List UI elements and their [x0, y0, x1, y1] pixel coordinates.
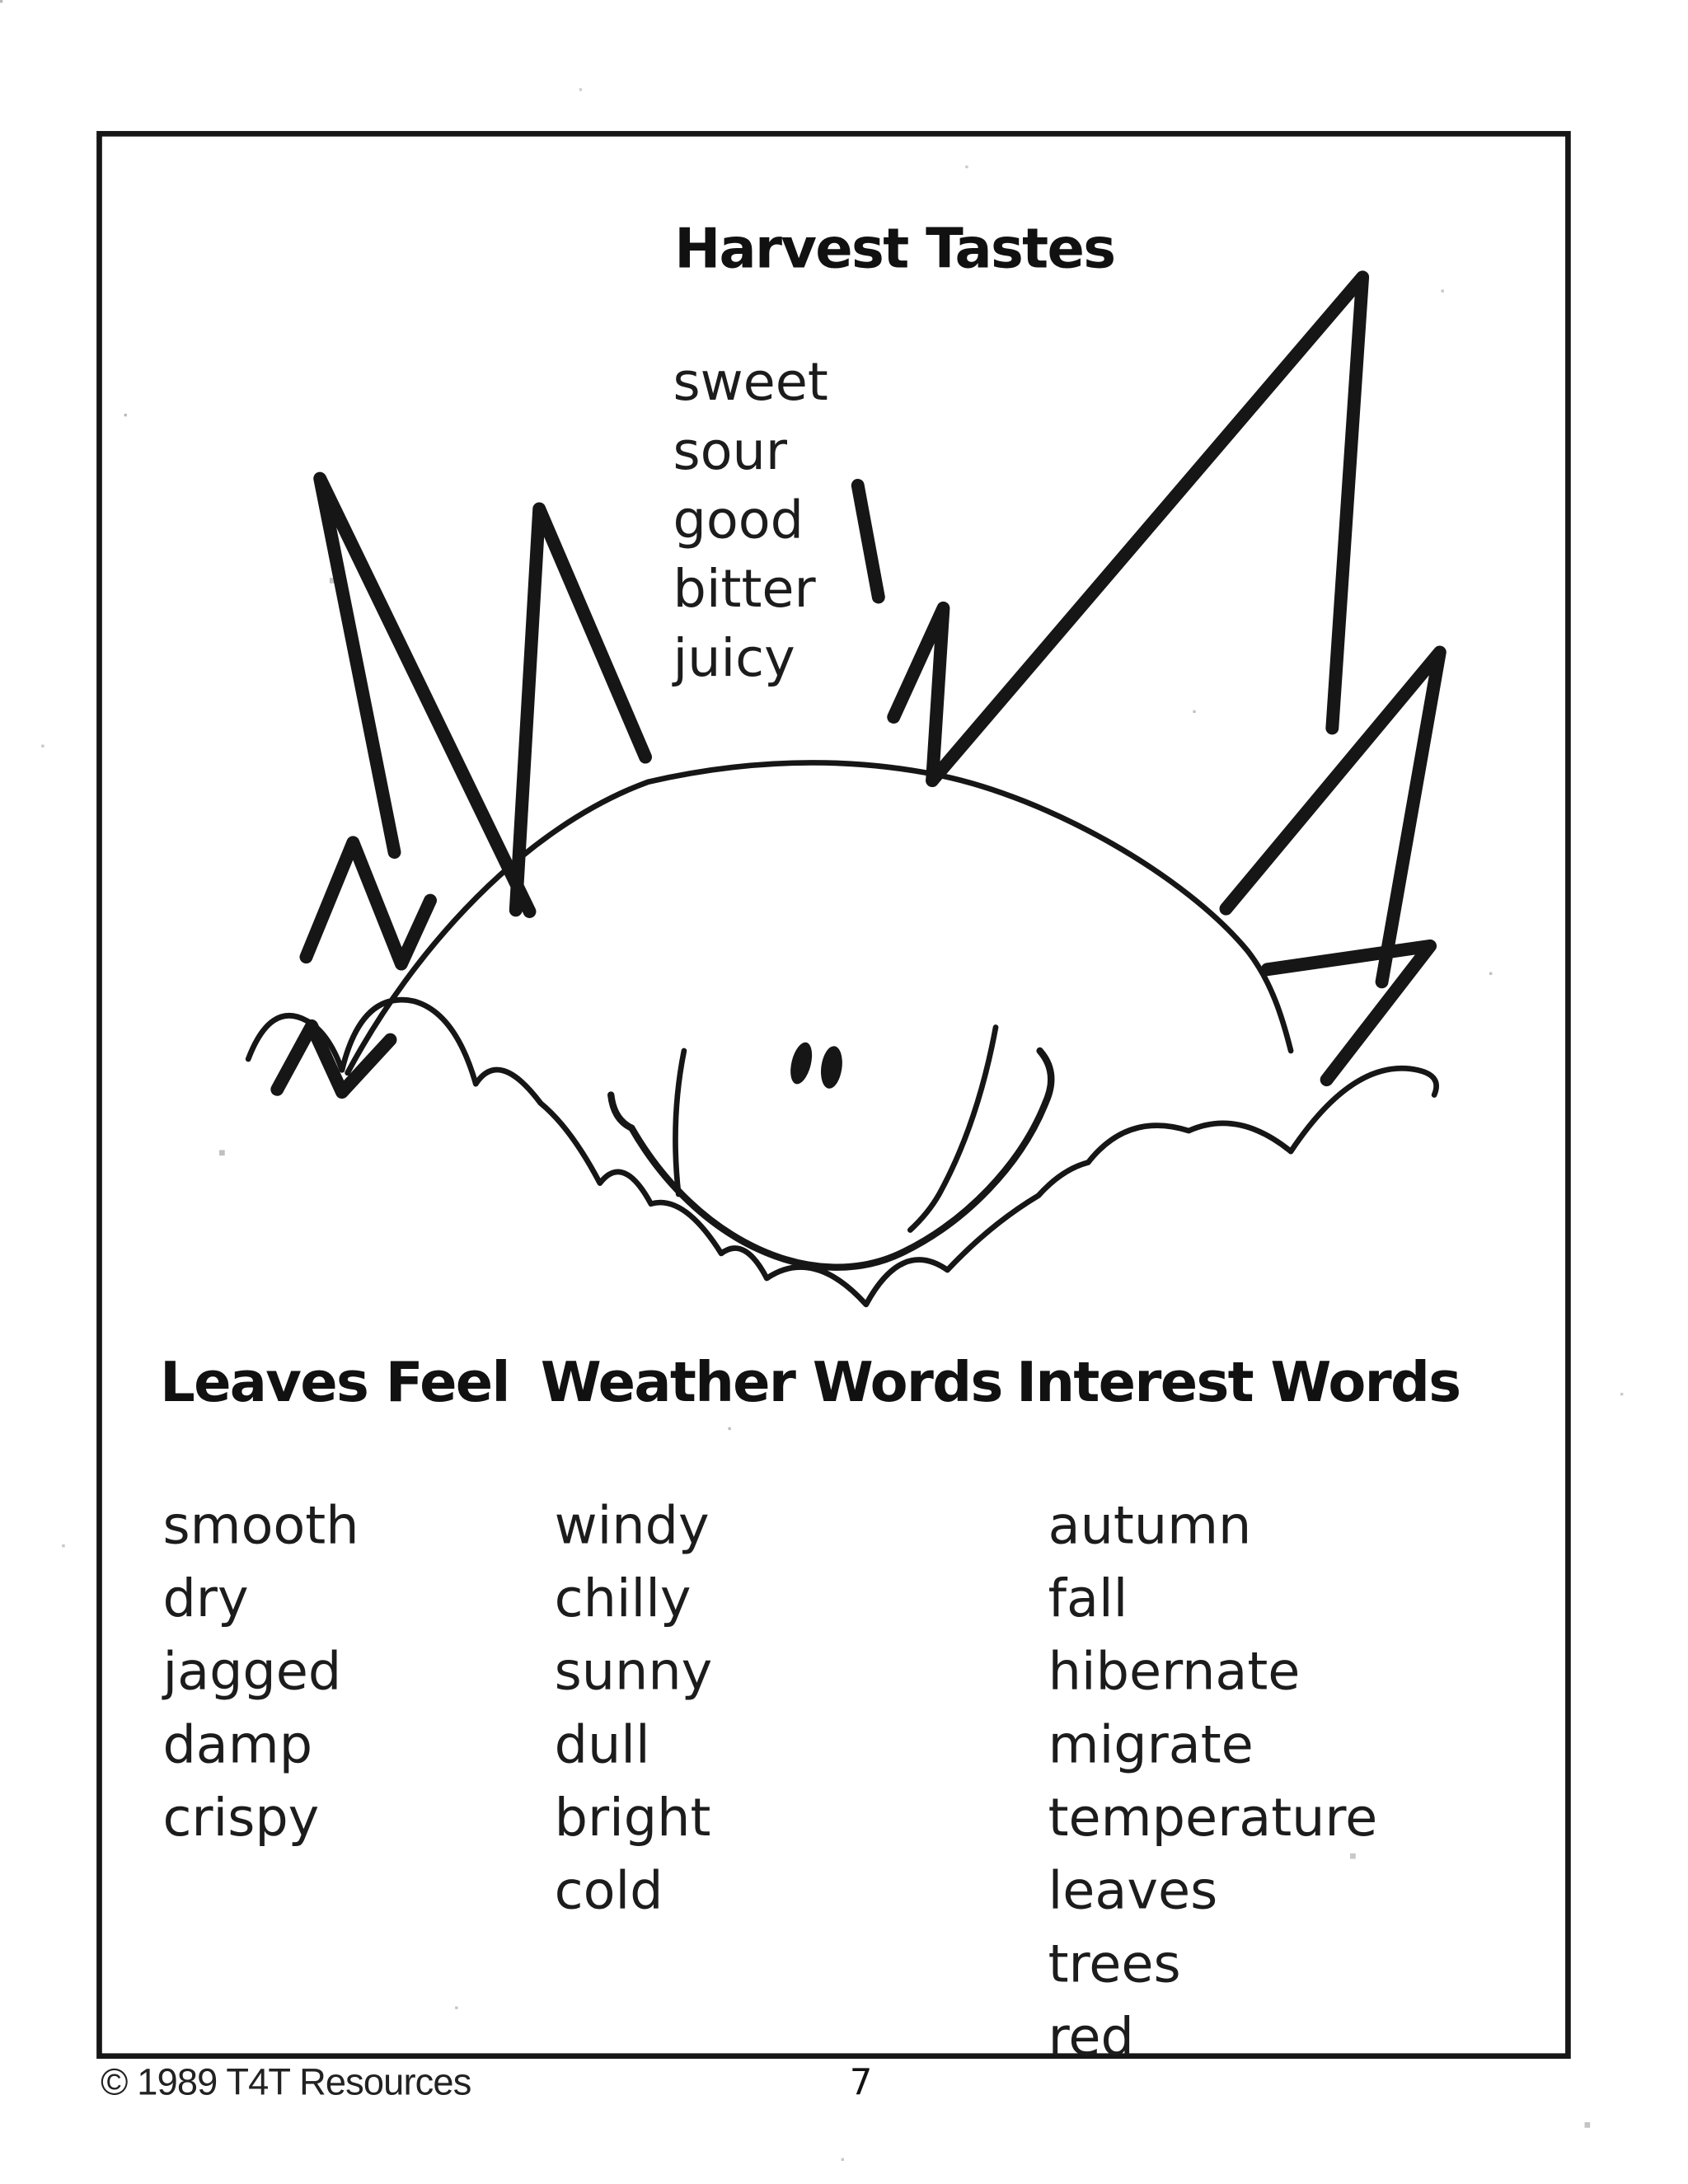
sun-ray	[858, 485, 879, 598]
taste-word-list	[673, 348, 828, 692]
interest-word-list	[1048, 1489, 1378, 2074]
interest-word: hibernate	[1048, 1641, 1301, 1702]
sun-rays	[277, 277, 1440, 1092]
cloud-outline	[248, 1000, 1436, 1305]
weather-word: windy	[554, 1494, 710, 1556]
taste-word: sweet	[673, 351, 828, 413]
taste-word: bitter	[673, 558, 816, 620]
heading-interest-words: Interest Words	[1016, 1351, 1461, 1415]
leaves-feel-word-list	[162, 1489, 359, 1854]
taste-word: sour	[673, 420, 788, 481]
sun-cheek-left	[675, 1051, 683, 1194]
weather-word: chilly	[554, 1568, 692, 1629]
leaves-word: smooth	[162, 1494, 359, 1556]
interest-word: trees	[1048, 1933, 1181, 1994]
copyright-notice: © 1989 T4T Resources	[101, 2061, 471, 2103]
sun-smile	[631, 1104, 1045, 1268]
sun-eye-right	[818, 1045, 845, 1090]
sun-smile-curl-left	[611, 1095, 631, 1128]
heading-weather-words: Weather Words	[540, 1351, 1002, 1415]
sun-ray	[306, 842, 430, 963]
interest-word: leaves	[1048, 1860, 1218, 1921]
weather-word: sunny	[554, 1641, 713, 1702]
sun-ray	[893, 608, 943, 780]
heading-leaves-feel: Leaves Feel	[160, 1351, 509, 1415]
leaves-word: crispy	[162, 1787, 320, 1849]
weather-word: cold	[554, 1860, 663, 1921]
taste-word: good	[673, 489, 804, 551]
sun-eye-left	[786, 1040, 815, 1086]
leaves-word: jagged	[162, 1641, 342, 1702]
page-title: Harvest Tastes	[674, 218, 1115, 282]
interest-word: fall	[1048, 1568, 1128, 1629]
weather-word-list	[555, 1489, 713, 1928]
sun-ray	[932, 277, 1362, 780]
interest-word: temperature	[1048, 1787, 1378, 1849]
interest-word: red	[1048, 2006, 1134, 2068]
leaves-word: damp	[162, 1713, 313, 1775]
taste-word: juicy	[673, 627, 795, 688]
sun-ray	[277, 1026, 390, 1092]
weather-word: bright	[554, 1787, 711, 1849]
leaves-word: dry	[162, 1568, 249, 1629]
interest-word: migrate	[1048, 1713, 1254, 1775]
interest-word: autumn	[1048, 1494, 1252, 1556]
page-number: 7	[849, 2063, 873, 2105]
sun-smile-curl-right	[1040, 1051, 1052, 1104]
sun-ray	[516, 509, 645, 910]
weather-word: dull	[554, 1713, 650, 1775]
sun-dome	[348, 762, 1291, 1072]
sun-ray	[1268, 946, 1430, 1080]
